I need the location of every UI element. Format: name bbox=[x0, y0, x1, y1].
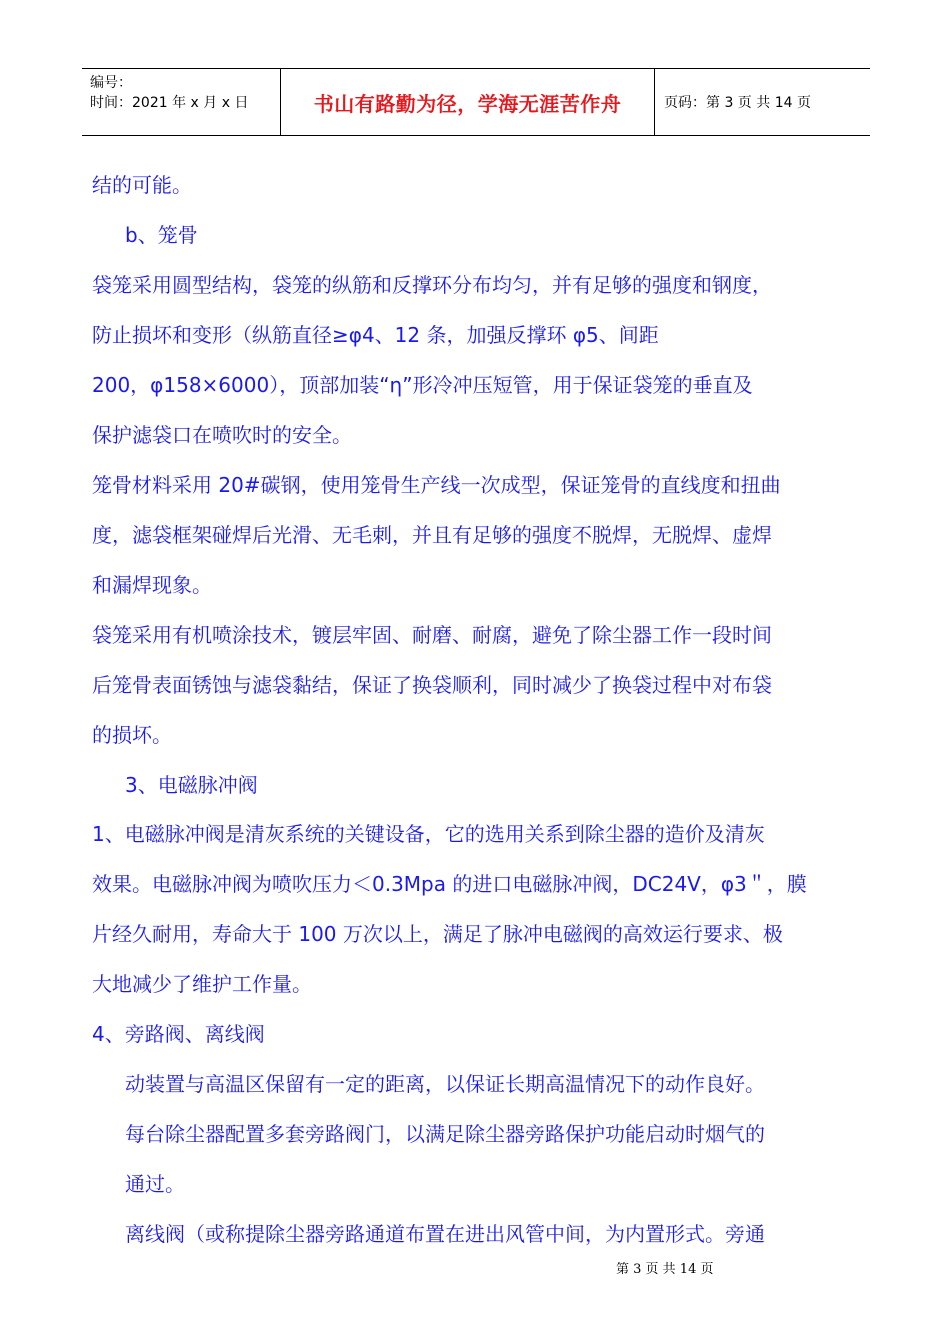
body-line: 通过。 bbox=[125, 1172, 185, 1196]
body-line: 和漏焊现象。 bbox=[92, 573, 212, 597]
body-line: 袋笼采用有机喷涂技术，镀层牢固、耐磨、耐腐，避免了除尘器工作一段时间 bbox=[92, 623, 772, 647]
body-line: 防止损坏和变形（纵筋直径≥φ4、12 条，加强反撑环 φ5、间距 bbox=[92, 323, 659, 347]
page-header bbox=[82, 68, 870, 136]
body-line: 每台除尘器配置多套旁路阀门，以满足除尘器旁路保护功能启动时烟气的 bbox=[125, 1122, 765, 1146]
section-heading: 4、旁路阀、离线阀 bbox=[92, 1022, 265, 1046]
body-line: 保护滤袋口在喷吹时的安全。 bbox=[92, 423, 352, 447]
body-line: 效果。电磁脉冲阀为喷吹压力＜0.3Mpa 的进口电磁脉冲阀，DC24V，φ3＂，膜 bbox=[92, 872, 807, 896]
body-line: 的损坏。 bbox=[92, 723, 172, 747]
body-line: 后笼骨表面锈蚀与滤袋黏结，保证了换袋顺利，同时减少了换袋过程中对布袋 bbox=[92, 673, 772, 697]
body-line: 袋笼采用圆型结构，袋笼的纵筋和反撑环分布均匀，并有足够的强度和钢度， bbox=[92, 273, 772, 297]
header-meta bbox=[82, 69, 281, 135]
body-line: 1、电磁脉冲阀是清灰系统的关键设备，它的选用关系到除尘器的造价及清灰 bbox=[92, 822, 765, 846]
header-motto: 书山有路勤为径，学海无涯苦作舟 bbox=[313, 91, 622, 116]
body-line: 笼骨材料采用 20#碳钢，使用笼骨生产线一次成型，保证笼骨的直线度和扭曲 bbox=[92, 473, 781, 497]
document-number-label: 编号： bbox=[90, 75, 132, 91]
section-heading: 3、电磁脉冲阀 bbox=[125, 773, 258, 797]
header-page-info: 页码：第 3 页 共 14 页 bbox=[664, 95, 811, 111]
header-motto-cell bbox=[281, 69, 655, 135]
document-date: 时间：2021 年 x 月 x 日 bbox=[90, 95, 249, 111]
body-line: 离线阀（或称提除尘器旁路通道布置在进出风管中间，为内置形式。旁通 bbox=[125, 1222, 765, 1246]
section-heading: b、笼骨 bbox=[125, 223, 198, 247]
body-line: 度，滤袋框架碰焊后光滑、无毛刺，并且有足够的强度不脱焊，无脱焊、虚焊 bbox=[92, 523, 772, 547]
body-line: 大地减少了维护工作量。 bbox=[92, 972, 312, 996]
footer-page-number: 第 3 页 共 14 页 bbox=[616, 1262, 714, 1277]
header-page-info-cell bbox=[655, 69, 870, 135]
body-line: 动装置与高温区保留有一定的距离，以保证长期高温情况下的动作良好。 bbox=[125, 1072, 765, 1096]
body-line: 结的可能。 bbox=[92, 173, 192, 197]
body-line: 片经久耐用，寿命大于 100 万次以上，满足了脉冲电磁阀的高效运行要求、极 bbox=[92, 922, 783, 946]
body-line: 200，φ158×6000），顶部加装“η”形冷冲压短管，用于保证袋笼的垂直及 bbox=[92, 373, 753, 397]
